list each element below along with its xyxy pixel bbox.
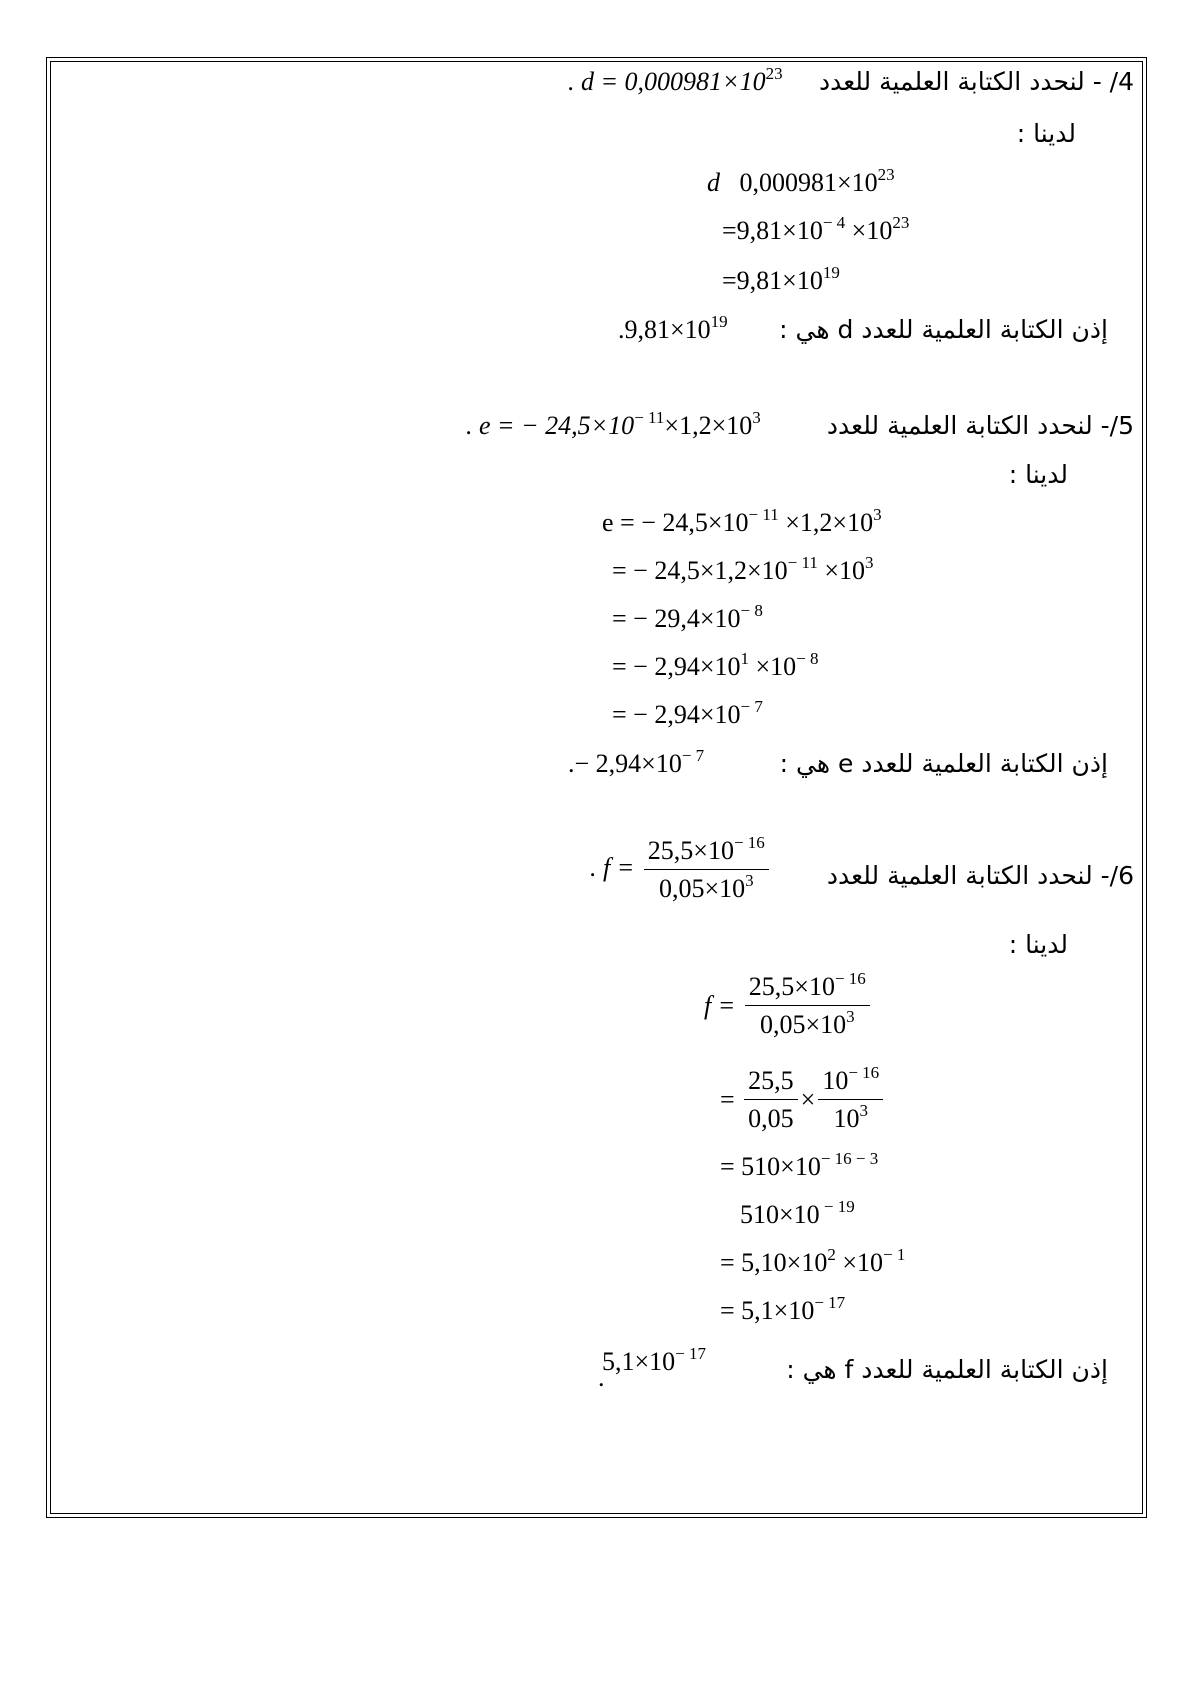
page-frame [46, 57, 1147, 1518]
s5-row-5: = − $2,94\times 10^{- 7}$ [612, 697, 763, 729]
s4-conclusion-math: $.9,81\times 10^{19}$ [618, 312, 728, 344]
s4-heading-math [568, 66, 783, 98]
s6-heading-text: 6/- لنحدد الكتابة العلمية للعدد [826, 861, 1134, 890]
s6-split-fraction: = $\frac{25,5}{0,05}$ × $\frac{10^{- 16}}{10^3}$ [720, 1066, 886, 1134]
s4-conclusion-text: إذن الكتابة العلمية للعدد d هي : [779, 315, 1108, 344]
s5-heading-math: . e = − $24,5\times 10^{- 11}\times 1,2\times 10^3$ [466, 408, 761, 440]
s4-row-3: $=9,81\times 10^{19}$ [722, 263, 840, 295]
s5-ladayna: لدينا : [1008, 460, 1068, 489]
s6-conclusion-end: . [598, 1363, 605, 1392]
s5-row-2: = − $24,5\times 1,2\times 10^{- 11} \times 10^3$ [612, 553, 874, 585]
s4-heading-exp: 23 [765, 64, 783, 83]
s5-row-1: e = − $24,5\times 10^{- 11} \times 1,2\times 10^3$ [602, 505, 882, 537]
s6-row-4: = $5,1\times 10^{- 17}$ [720, 1293, 846, 1325]
s4-heading-expr: . d = 0,000981×10 [568, 67, 766, 96]
s6-row-2: 510×10 $^{- 19}$ [740, 1197, 855, 1229]
s5-heading-text: 5/- لنحدد الكتابة العلمية للعدد [826, 411, 1134, 440]
s6-conclusion-text: إذن الكتابة العلمية للعدد f هي : [786, 1355, 1108, 1384]
s6-f-def: f = $\frac{25,5\times 10^{- 16}}{0,05\times 10^3}$ [704, 972, 873, 1040]
s6-heading-fraction: $\frac{25,5\times 10^{- 16}}{0,05\times 10^3}$ [644, 836, 769, 904]
s4-heading-text: 4/ - لنحدد الكتابة العلمية للعدد [818, 67, 1134, 96]
s4-row-1: d $0,000981\times 10^{23}$ [707, 165, 895, 197]
s6-row-3: = $5,10\times 10^2 \times 10^{- 1}$ [720, 1245, 906, 1277]
s4-row-2: $=9,81\times 10^{- 4} \times 10^{23}$ [722, 213, 910, 245]
s5-row-3: = − $29,4\times 10^{- 8}$ [612, 601, 763, 633]
s5-row-4: = − $2,94\times 10^1 \times 10^{- 8}$ [612, 649, 819, 681]
s4-ladayna: لدينا : [1016, 119, 1076, 148]
s6-heading-math: . f = $\frac{25,5\times 10^{- 16}}{0,05\times 10^3}$ [590, 836, 772, 904]
s6-row-1: = $510\times 10^{- 16 - 3}$ [720, 1149, 879, 1181]
s5-conclusion-text: إذن الكتابة العلمية للعدد e هي : [779, 749, 1108, 778]
s6-ladayna: لدينا : [1008, 930, 1068, 959]
s5-conclusion-math: .− $2,94\times 10^{- 7}$ [568, 746, 705, 778]
s6-conclusion-math: $5,1\times 10^{- 17}$ [602, 1344, 707, 1376]
